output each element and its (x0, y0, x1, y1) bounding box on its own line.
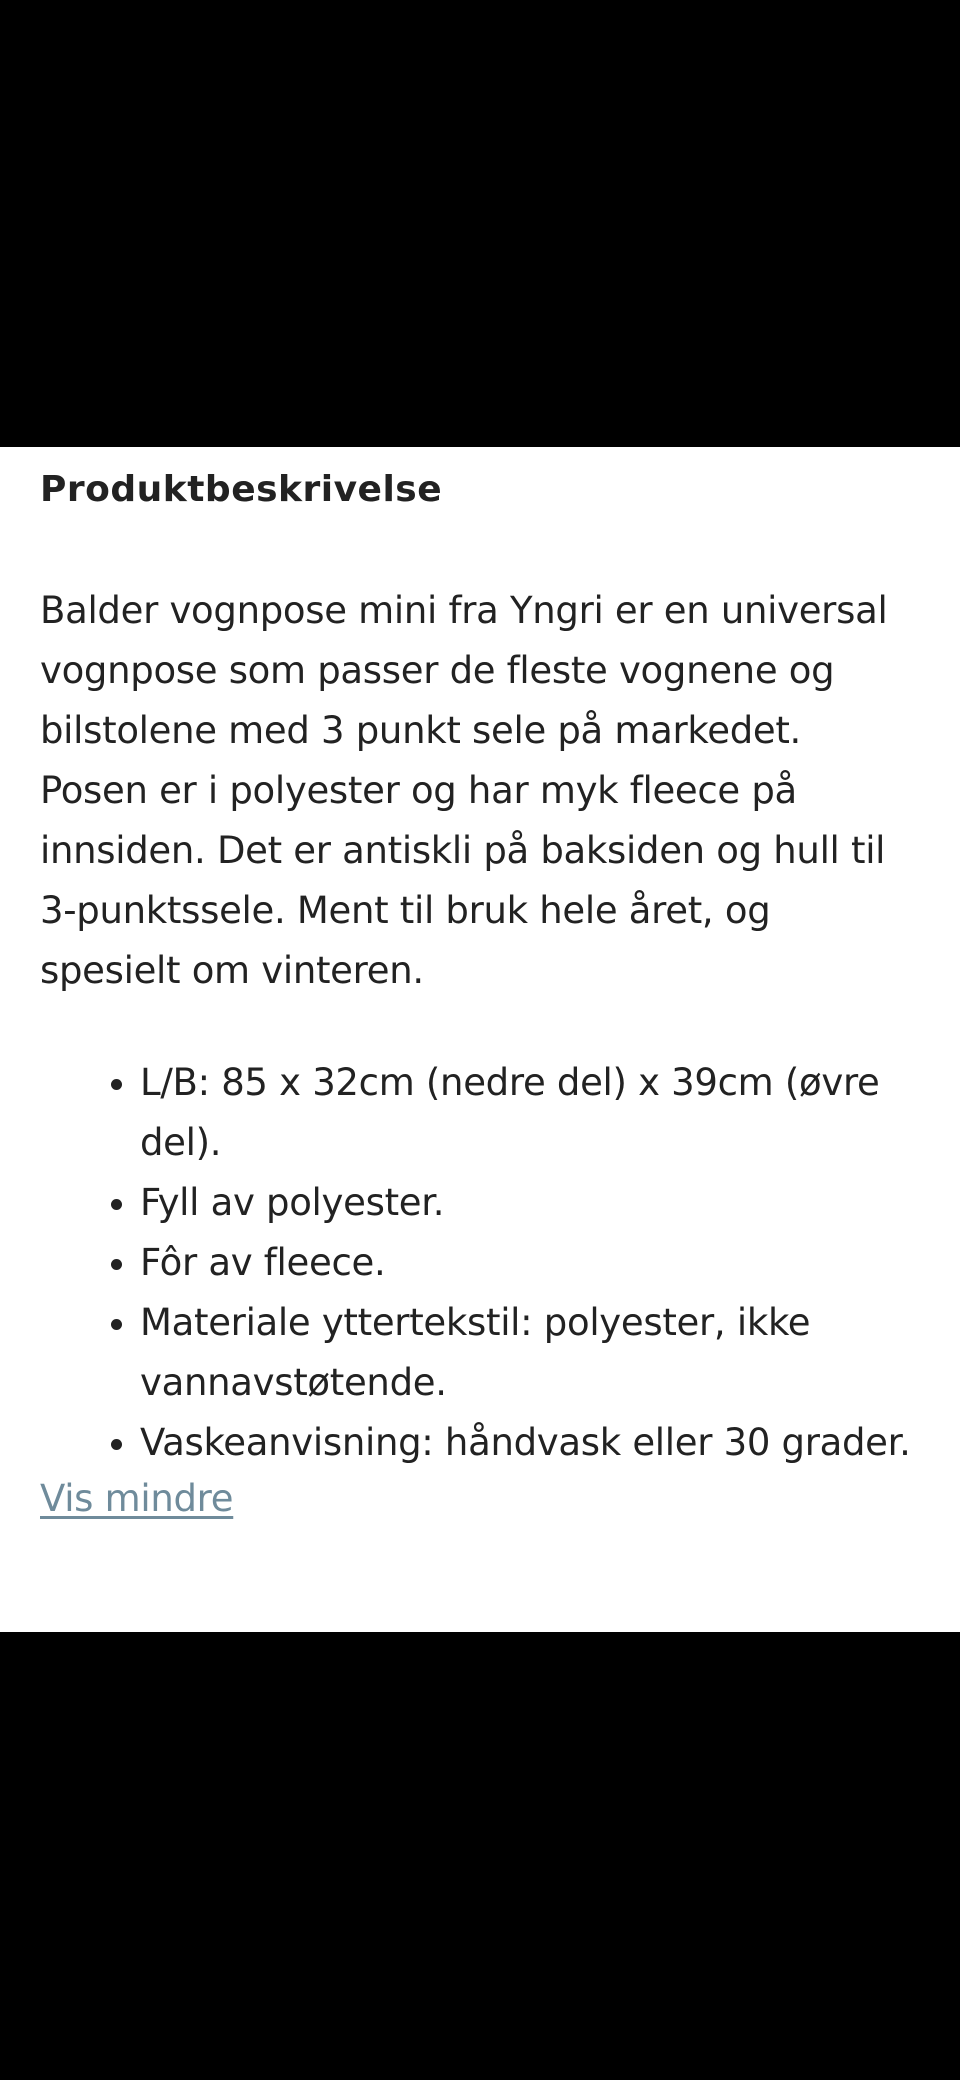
product-spec-list (40, 1053, 920, 1473)
product-description-text: Balder vognpose mini fra Yngri er en universal vognpose som passer de fleste vognene og bilstolene med 3 punkt sele på markedet. Posen er i polyester og har myk fleece på innsiden. Det er antiskli på baksiden og hull til 3-punktssele. Ment til bruk hele året, og spesielt om vinteren. (40, 589, 888, 992)
spec-item-washing: • Vaskeanvisning: håndvask eller 30 grader. (140, 1413, 920, 1473)
product-description-panel (0, 447, 960, 1632)
top-dimmed-area (0, 0, 960, 447)
spec-item-filling: • Fyll av polyester. (140, 1173, 920, 1233)
spec-item-outer-material: • Materiale yttertekstil: polyester, ikke vannavstøtende. (140, 1293, 920, 1413)
show-less-link[interactable]: Vis mindre (40, 1477, 234, 1520)
section-title: Produktbeskrivelse (40, 469, 443, 510)
spec-item-lining: • Fôr av fleece. (140, 1233, 920, 1293)
bottom-dimmed-area (0, 1632, 960, 2080)
spec-item-dimensions: • L/B: 85 x 32cm (nedre del) x 39cm (øvre del). (140, 1053, 920, 1173)
